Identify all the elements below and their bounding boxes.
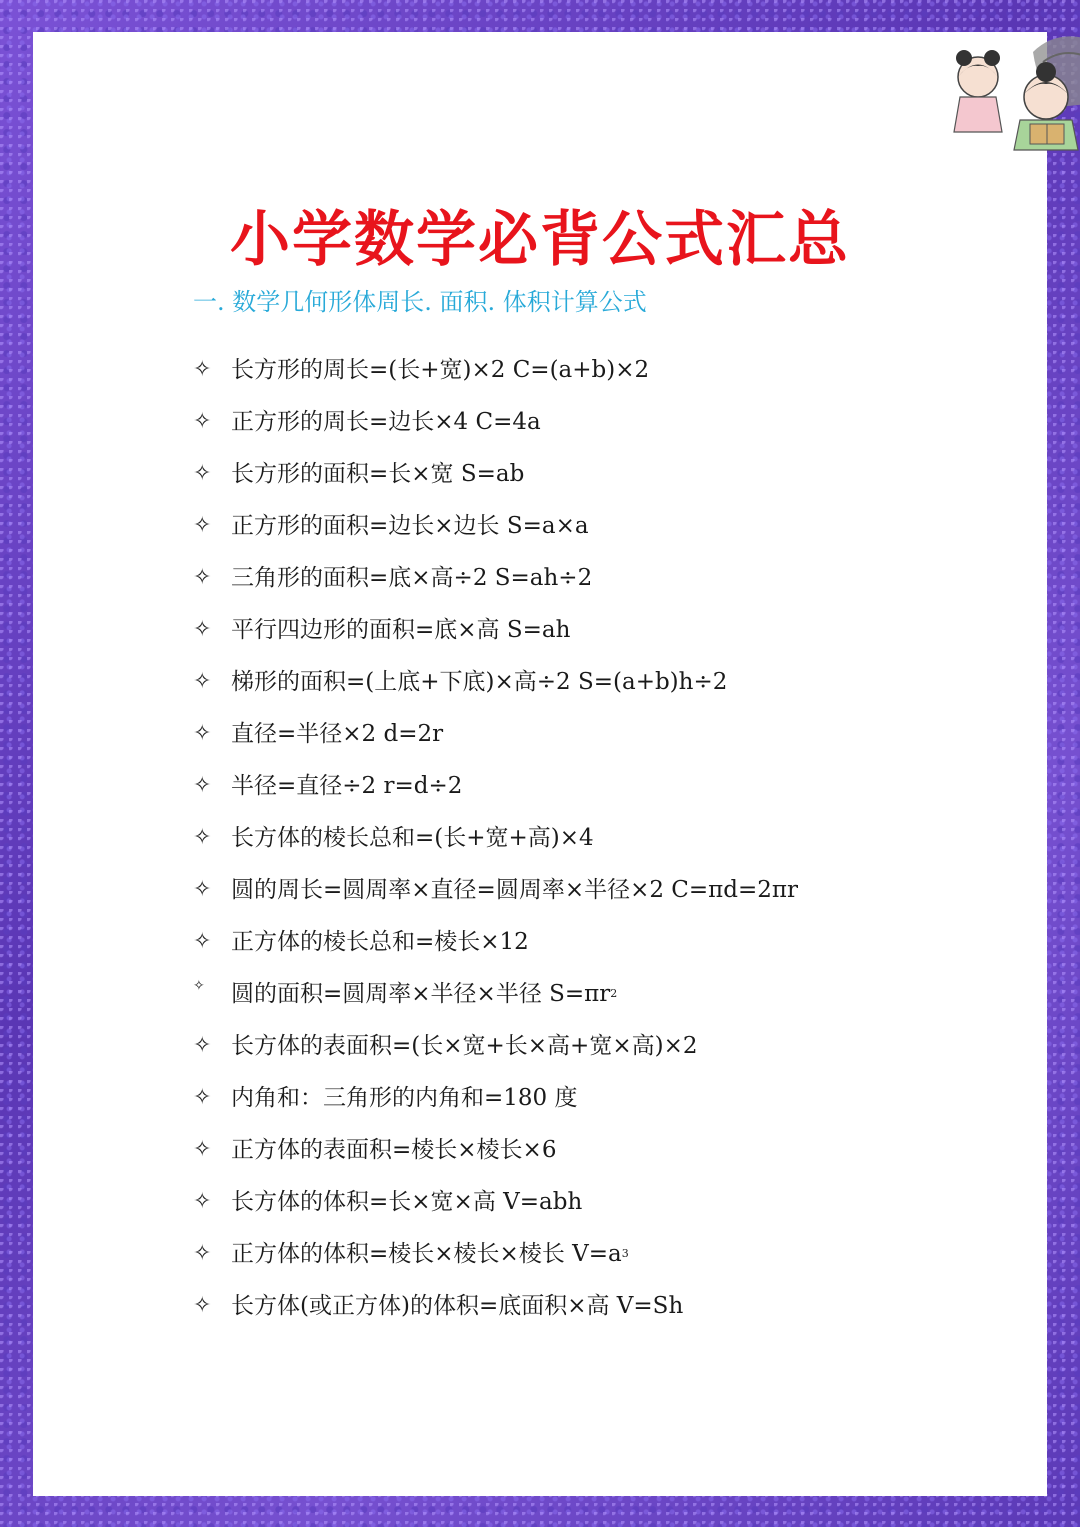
star-bullet-icon: ✧ (193, 1085, 212, 1110)
formula-text: 内角和：三角形的内角和=180 度 (231, 1085, 578, 1111)
formula-text: 正方体的棱长总和=棱长×12 (231, 929, 529, 955)
document-sheet (33, 32, 1047, 1496)
formula-text: 梯形的面积=(上底+下底)×高÷2 S=(a+b)h÷2 (231, 669, 728, 695)
formula-item (193, 552, 798, 604)
formula-text: 圆的周长=圆周率×直径=圆周率×半径×2 C=πd=2πr (231, 877, 799, 903)
star-bullet-icon: ✧ (193, 978, 205, 994)
star-bullet-icon: ✧ (193, 1241, 212, 1266)
star-bullet-icon: ✧ (193, 929, 212, 954)
star-bullet-icon: ✧ (193, 721, 212, 746)
star-bullet-icon: ✧ (193, 1293, 212, 1318)
formula-exponent: 3 (621, 1247, 629, 1260)
formula-text: 长方体的棱长总和=(长+宽+高)×4 (231, 825, 594, 851)
star-bullet-icon: ✧ (193, 1137, 212, 1162)
formula-text: 长方形的面积=长×宽 S=ab (231, 461, 525, 487)
formula-text: 长方体的体积=长×宽×高 V=abh (231, 1189, 583, 1215)
formula-text: 半径=直径÷2 r=d÷2 (231, 773, 463, 799)
formula-text: 正方体的表面积=棱长×棱长×6 (231, 1137, 557, 1163)
formula-text: 长方形的周长=(长+宽)×2 C=(a+b)×2 (231, 357, 650, 383)
star-bullet-icon: ✧ (193, 825, 212, 850)
formula-item (193, 1124, 798, 1176)
formula-item (193, 760, 798, 812)
formula-item (193, 968, 798, 1020)
formula-item (193, 1228, 798, 1280)
formula-item (193, 344, 798, 396)
children-reading-illustration (938, 32, 1080, 157)
formula-text: 直径=半径×2 d=2r (231, 721, 444, 747)
formula-item (193, 1280, 798, 1332)
formula-text: 长方体(或正方体)的体积=底面积×高 V=Sh (231, 1293, 684, 1319)
formula-text: 圆的面积=圆周率×半径×半径 S=πr (231, 981, 611, 1007)
star-bullet-icon: ✧ (193, 565, 212, 590)
formula-text: 长方体的表面积=(长×宽+长×高+宽×高)×2 (231, 1033, 698, 1059)
formula-item (193, 812, 798, 864)
formula-list (193, 344, 798, 1332)
formula-text: 正方体的体积=棱长×棱长×棱长 V=a (231, 1241, 622, 1267)
formula-item (193, 656, 798, 708)
formula-text: 平行四边形的面积=底×高 S=ah (231, 617, 571, 643)
star-bullet-icon: ✧ (193, 877, 212, 902)
star-bullet-icon: ✧ (193, 1033, 212, 1058)
formula-text: 正方形的面积=边长×边长 S=a×a (231, 513, 589, 539)
star-bullet-icon: ✧ (193, 1189, 212, 1214)
star-bullet-icon: ✧ (193, 617, 212, 642)
formula-item (193, 916, 798, 968)
formula-item (193, 1020, 798, 1072)
page-title: 小学数学必背公式汇总 (230, 205, 850, 275)
star-bullet-icon: ✧ (193, 357, 212, 382)
formula-item (193, 604, 798, 656)
formula-item (193, 708, 798, 760)
formula-item (193, 1072, 798, 1124)
formula-item (193, 396, 798, 448)
formula-item (193, 500, 798, 552)
star-bullet-icon: ✧ (193, 461, 212, 486)
formula-text: 正方形的周长=边长×4 C=4a (231, 409, 541, 435)
star-bullet-icon: ✧ (193, 513, 212, 538)
star-bullet-icon: ✧ (193, 773, 212, 798)
formula-text: 三角形的面积=底×高÷2 S=ah÷2 (231, 565, 593, 591)
formula-item (193, 864, 798, 916)
formula-exponent: 2 (610, 987, 618, 1000)
formula-item (193, 448, 798, 500)
section-heading: 一. 数学几何形体周长. 面积. 体积计算公式 (193, 288, 647, 316)
star-bullet-icon: ✧ (193, 409, 212, 434)
star-bullet-icon: ✧ (193, 669, 212, 694)
formula-item (193, 1176, 798, 1228)
